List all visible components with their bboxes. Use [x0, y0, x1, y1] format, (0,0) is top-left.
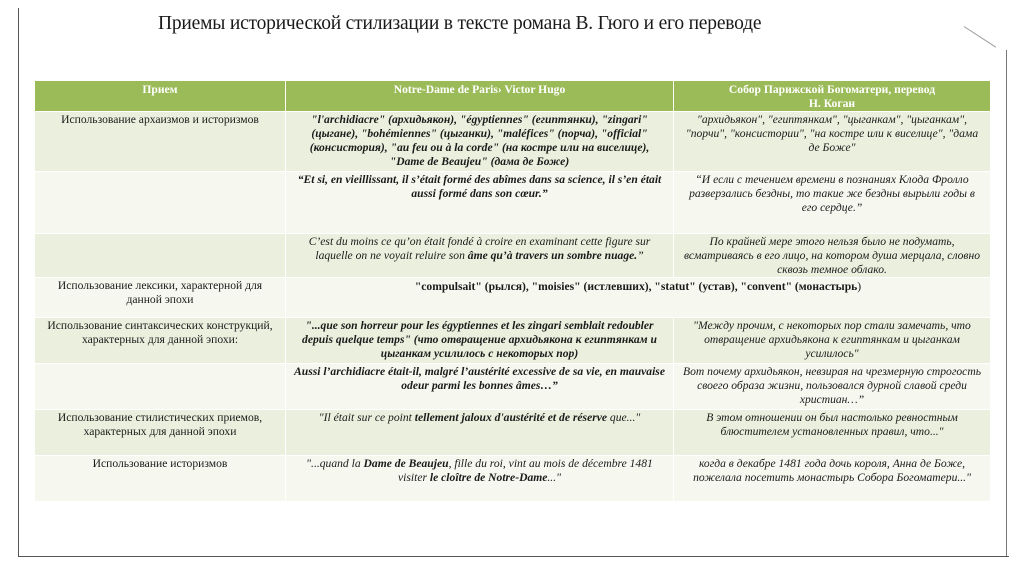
lexicon-text-end: ) [857, 280, 862, 293]
cell-translation: “И если с течением времени в познаниях Клода Фролло разверзались бездны, то такие же бездны вырыли годы в его сердце.” [674, 172, 991, 234]
original-text-part: "...quand la [306, 457, 364, 470]
table-row [35, 456, 991, 502]
cell-method [35, 172, 286, 234]
cell-original: "l'archidiacre" (архидьякон), "égyptiennes" (египтянки), "zingari" (цыгане), "bohémiennes" (цыганки), "maléfices" (порча), "official" (консистория), "au feu ou à la corde" (на костре или на виселице), "Dame de Beaujeu" (дама де Боже) [286, 112, 674, 172]
cell-translation: "архидьякон", "египтянкам", "цыганкам", "цыганкам", "порчи", "консистории", "на костре или к виселице", "дама де Боже" [674, 112, 991, 172]
slide-title: Приемы исторической стилизации в тексте романа В. Гюго и его переводе [158, 13, 762, 34]
original-text-emphasis: le cloître de Notre-Dame [429, 471, 548, 484]
header-original: Notre-Dame de Paris› Victor Hugo [286, 81, 674, 112]
lexicon-text: "compulsait" (рылся), "moisies" (истлевших), "statut" (устав), "convent" (монастырь [414, 280, 858, 293]
table-row [35, 172, 991, 234]
original-text-part: que..." [607, 411, 641, 424]
cell-original [286, 410, 674, 456]
original-text-emphasis: Dame de Beaujeu [363, 457, 449, 470]
cell-method [35, 364, 286, 410]
cell-merged-lexicon [286, 278, 991, 318]
comparison-table [34, 80, 991, 502]
table-row [35, 364, 991, 410]
header-translation-line2: Н. Коган [808, 97, 856, 110]
cell-original [286, 234, 674, 278]
cell-translation: В этом отношении он был настолько ревностным блюстителем установленных правил, что..." [674, 410, 991, 456]
cell-method: Использование лексики, характерной для данной эпохи [35, 278, 286, 318]
original-text-part: C’est du moins ce qu’on était fondé à croire en examinant cette figure sur laquelle on ne voyait reluire son [308, 235, 651, 262]
cell-original [286, 456, 674, 502]
table-row [35, 318, 991, 364]
cell-method [35, 234, 286, 278]
table-row [35, 278, 991, 318]
cell-translation: когда в декабре 1481 года дочь короля, Анна де Боже, пожелала посетить монастырь Собора Богоматери..." [674, 456, 991, 502]
table-header-row [35, 81, 991, 112]
original-text-part: ” [637, 249, 644, 262]
original-text-part: , fille du roi, vint au mois de décembre 1481 visiter [398, 457, 653, 484]
cell-method: Использование синтаксических конструкций, характерных для данной эпохи: [35, 318, 286, 364]
cell-translation: Вот почему архидьякон, невзирая на чрезмерную строгость своего образа жизни, пользовался дурной славой среди христиан…” [674, 364, 991, 410]
original-text-emphasis: tellement jaloux d'austérité et de réserve [414, 411, 608, 424]
header-translation-line1: Собор Парижской Богоматери, перевод [728, 83, 936, 96]
decorative-border [1006, 50, 1007, 556]
cell-method: Использование стилистических приемов, характерных для данной эпохи [35, 410, 286, 456]
header-translation [674, 81, 991, 112]
original-text-emphasis: âme qu’à travers un sombre nuage. [467, 249, 638, 262]
cell-method: Использование архаизмов и историзмов [35, 112, 286, 172]
original-text-part: "Il était sur ce point [318, 411, 415, 424]
cell-translation: По крайней мере этого нельзя было не подумать, всматриваясь в его лицо, на котором душа мерцала, словно сквозь темное облако. [674, 234, 991, 278]
cell-original: “Et si, en vieillissant, il s’était formé des abîmes dans sa science, il s’en était aussi formé dans son cœur.” [286, 172, 674, 234]
cell-original: Aussi l’archidiacre était-il, malgré l’austérité excessive de sa vie, en mauvaise odeur parmi les bonnes âmes…” [286, 364, 674, 410]
header-method: Прием [35, 81, 286, 112]
cell-original: "...que son horreur pour les égyptiennes et les zingari semblait redoubler depuis quelque temps" (что отвращение архидьякона к египтянкам и цыганкам усилилось с некоторых пор) [286, 318, 674, 364]
table-row [35, 410, 991, 456]
cell-method: Использование историзмов [35, 456, 286, 502]
cell-translation: "Между прочим, с некоторых пор стали замечать, что отвращение архидьякона к египтянкам и цыганкам усилилось" [674, 318, 991, 364]
original-text-part: ..." [547, 471, 561, 484]
table-row [35, 112, 991, 172]
table-row [35, 234, 991, 278]
